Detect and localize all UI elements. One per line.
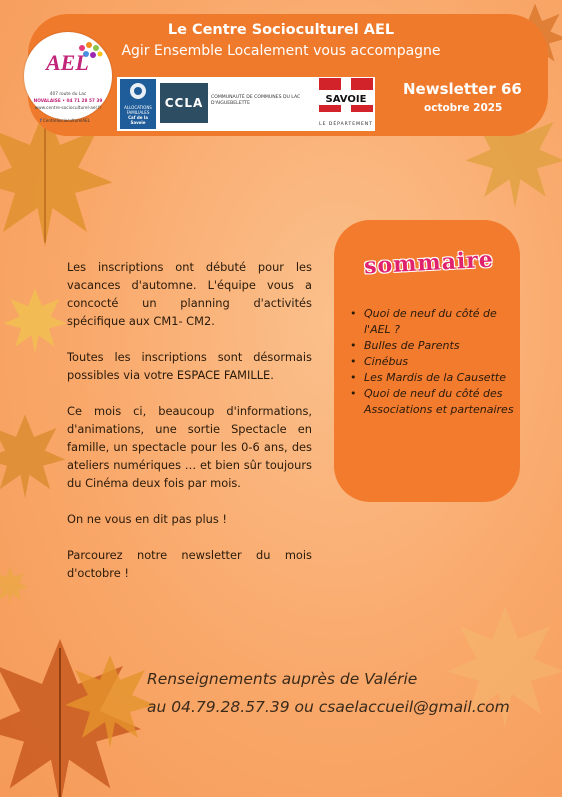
contact-phone-email[interactable]: au 04.79.28.57.39 ou csaelaccueil@gmail.com [147,698,510,716]
contact-line: Renseignements auprès de Valérie [147,670,418,688]
paragraph: Parcourez notre newsletter du mois d'octobre ! [67,548,312,580]
caf-line1: ALLOCATIONS FAMILIALES [124,105,152,115]
header-subtitle: Agir Ensemble Localement vous accompagne [121,43,441,59]
sommaire-item[interactable]: • Quoi de neuf du côté des Associations et partenaires [348,386,514,418]
autumn-leaf-icon [0,560,30,610]
logo-city-phone: NOVALAISE • 04 71 28 57 39 [33,99,103,104]
departement-label: LE DÉPARTEMENT [319,122,373,127]
ccla-logo: CCLA [160,83,208,123]
logo-address: 407 route du Lac [49,92,87,97]
newsletter-number: Newsletter 66 [403,80,522,98]
sommaire-box [334,220,520,502]
sommaire-item[interactable]: • Les Mardis de la Causette [348,370,514,386]
facebook-icon: f [40,118,44,123]
autumn-leaf-icon [0,280,70,360]
caf-line2: Caf de la Savoie [128,115,148,125]
caf-emblem-icon [120,79,156,103]
paragraph: Les inscriptions ont débuté pour les vacances d'automne. L'équipe vous a concocté un planning d'activités spécifique aux CM1- CM2. [67,260,312,328]
paragraph: Ce mois ci, beaucoup d'informations, d'animations, une sortie Spectacle en famille, un spectacle pour les 0-6 ans, des ateliers numériques … et bien sûr toujours du Cinéma deux fois par mois. [67,404,312,490]
intro-text [67,258,312,600]
paragraph: Toutes les inscriptions sont désormais possibles via votre ESPACE FAMILLE. [67,350,312,382]
partner-logos [117,77,375,131]
autumn-leaf-icon [0,400,70,510]
ael-logo [24,32,112,123]
autumn-leaf-icon [60,650,160,750]
logo-brand: AEL [46,50,89,75]
sommaire-item[interactable]: • Quoi de neuf du côté de l'AEL ? [348,306,514,338]
sommaire-item[interactable]: • Cinébus [348,354,514,370]
newsletter-date: octobre 2025 [424,102,503,114]
sommaire-item[interactable]: • Bulles de Parents [348,338,514,354]
communaute-text: COMMUNAUTÉ DE COMMUNES DU LAC D'AIGUEBELETTE [211,95,301,106]
header-title: Le Centre Socioculturel AEL [167,22,395,38]
sommaire-title: sommaire [363,246,495,280]
savoie-logo [319,78,373,130]
caf-logo [120,79,156,129]
paragraph: On ne vous en dit pas plus ! [67,512,227,526]
logo-facebook: f CentreSocioculturelAEL [40,118,90,123]
logo-website: www.centre-socioculturel-ael.fr [34,106,102,111]
savoie-label: SAVOIE [319,94,373,105]
sommaire-list [348,306,514,418]
